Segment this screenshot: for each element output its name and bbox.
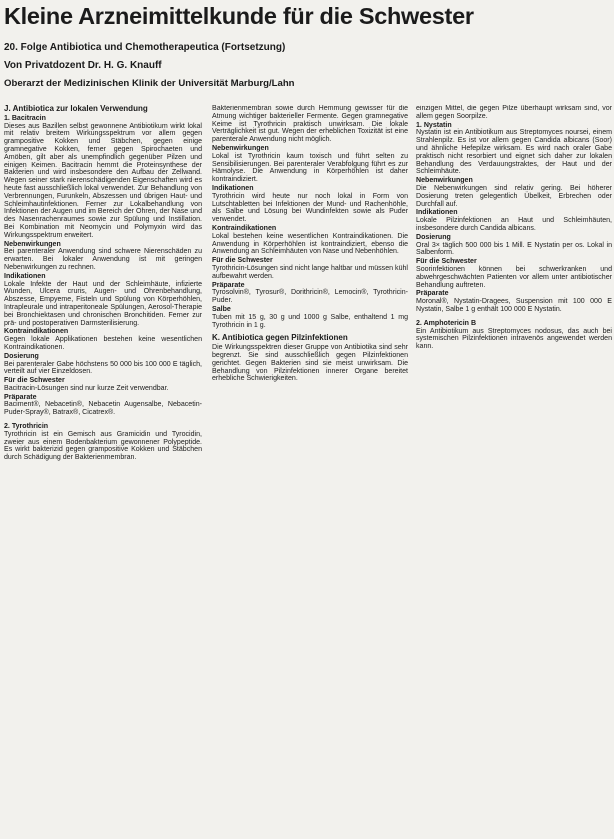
paragraph: Oral 3× täglich 500 000 bis 1 Mill. E Nystatin per os. Lokal in Salbenform. bbox=[416, 241, 612, 257]
paragraph: Ein Antibiotikum aus Streptomyces nodosus, das auch bei systemischen Pilzinfektionen intravenös angewendet werden kann. bbox=[416, 327, 612, 351]
paragraph: Bacitracin-Lösungen sind nur kurze Zeit verwendbar. bbox=[4, 384, 169, 392]
paragraph: Moronal®, Nystatin-Dragees, Suspension mit 100 000 E Nystatin, Salbe 1 g enthält 100 000 E Nystatin. bbox=[416, 298, 612, 313]
subsection-heading: Indikationen bbox=[4, 272, 46, 280]
paragraph: Dieses aus Bazillen selbst gewonnene Antibiotikum wirkt lokal mit relativ breitem Wirkungsspektrum vor allem gegen grampositive Kokken und Stäbchen, gegen einige gramnegative Kokken, ferner gegen Spirochaeten und Amöben, gilt aber als unempfindlich gegenüber Pilzen und einigen Keimen. Bacitracin hemmt die Proteinsynthese der Bakterien und wird insbesondere den Aufbau der Zellwand. Wegen seiner stark nierenschädigenden Eigenschaften wird es heute fast ausschließlich lokal verwendet. Zur Behandlung von Verbrennungen, Furunkeln, Abszessen und übrigen Haut- und Schleimhautinfektionen. Ferner zur Lokalbehandlung von Infektionen der Augen und im Bereich der Ohren, der Nase und des Nasenrachenraumes sowie zur Spülung und Instillation. Bei Kombination mit Neomycin und Polymyxin wird das Wirkungsspektrum erweitert. bbox=[4, 122, 202, 239]
paragraph: Tyrothricin-Lösungen sind nicht lange haltbar und müssen kühl aufbewahrt werden. bbox=[212, 264, 408, 280]
subsection-heading: Kontraindikationen bbox=[212, 224, 277, 232]
section-heading: J. Antibiotica zur lokalen Verwendung bbox=[4, 105, 148, 113]
subsection-heading: Präparate bbox=[4, 393, 37, 401]
paragraph: Nystatin ist ein Antibiotikum aus Streptomyces noursei, einem Strahlenpilz. Es ist vor allem gegen Candida albicans (Soor) und ähnliche Hefepilze wirksam. Es wird nach oraler Gabe praktisch nicht resorbiert und eignet sich daher zur lokalen Behandlung des Verdauungstraktes, der Haut und der Schleimhäute. bbox=[416, 129, 612, 176]
subsection-heading: Indikationen bbox=[416, 209, 458, 217]
paragraph: Bei parenteraler Anwendung sind schwere Nierenschäden zu erwarten. Bei lokaler Anwendung ist mit geringen Nebenwirkungen zu rechnen. bbox=[4, 248, 202, 271]
subsection-heading: Für die Schwester bbox=[4, 377, 65, 385]
article-title: Kleine Arzneimittelkunde für die Schwester bbox=[4, 3, 474, 29]
paragraph: Die Wirkungsspektren dieser Gruppe von Antibiotika sind sehr begrenzt. Sie sind ausschließlich gegen Pilzinfektionen gerichtet. Gegen Bakterien sind sie meist unwirksam. Die Behandlung von Pilzinfektionen innerer Organe bereitet erhebliche Schwierigkeiten. bbox=[212, 344, 408, 383]
subsection-heading: Für die Schwester bbox=[416, 258, 477, 266]
paragraph: Tuben mit 15 g, 30 g und 1000 g Salbe, enthaltend 1 mg Tyrothricin in 1 g. bbox=[212, 313, 408, 329]
subsection-heading: Dosierung bbox=[416, 233, 451, 241]
paragraph: Lokale Pilzinfektionen an Haut und Schleimhäuten, insbesondere durch Candida albicans. bbox=[416, 217, 612, 232]
article-author: Von Privatdozent Dr. H. G. Knauff bbox=[4, 60, 162, 71]
subsection-heading: Kontraindikationen bbox=[4, 328, 69, 336]
text-column-3 bbox=[416, 105, 612, 835]
author-affiliation: Oberarzt der Medizinischen Klinik der Universität Marburg/Lahn bbox=[4, 78, 295, 89]
paragraph: Lokal ist Tyrothricin kaum toxisch und führt selten zu Sensibilisierungen. Bei parenteraler Verabfolgung führt es zur Hämolyse. Die Anwendung in Körperhöhlen ist daher kontraindiziert. bbox=[212, 152, 408, 184]
subsection-heading: 1. Bacitracin bbox=[4, 114, 46, 122]
subsection-heading: Nebenwirkungen bbox=[4, 240, 61, 248]
subsection-heading: Präparate bbox=[416, 290, 449, 298]
subsection-heading: 2. Amphotericin B bbox=[416, 319, 477, 327]
paragraph: einzigen Mittel, die gegen Pilze überhaupt wirksam sind, vor allem gegen Soorpilze. bbox=[416, 105, 612, 120]
subsection-heading: Präparate bbox=[212, 281, 245, 289]
text-column-1 bbox=[4, 105, 202, 835]
subsection-heading: Für die Schwester bbox=[212, 257, 273, 265]
paragraph: Lokale Infekte der Haut und der Schleimhäute, infizierte Wunden, Ulcera cruris, Augen- und Ohrenbehandlung, Abszesse, Empyeme, Fisteln und Spülung von Körperhöhlen, Intrapleurale und intraperitoneale Spülungen, Aerosol-Therapie bei Bronchiektasen und chronischen Bronchitiden. Ferner zur prä- und postoperativen Darmsterilisierung. bbox=[4, 280, 202, 327]
paragraph: Die Nebenwirkungen sind relativ gering. Bei höherer Dosierung treten gelegentlich Übelkeit, Erbrechen oder Durchfall auf. bbox=[416, 184, 612, 208]
paragraph: Tyrosolvin®, Tyrosur®, Dorithricin®, Lemocin®, Tyrothricin-Puder. bbox=[212, 289, 408, 305]
subsection-heading: Dosierung bbox=[4, 352, 39, 360]
paragraph: Soorinfektionen können bei schwerkranken und abwehrgeschwächten Patienten vor allem unter antibiotischer Behandlung auftreten. bbox=[416, 265, 612, 289]
subsection-heading: 1. Nystatin bbox=[416, 121, 452, 129]
paragraph: Bakterienmembran sowie durch Hemmung gewisser für die Atmung wichtiger bakterieller Fermente. Gegen gramnegative Keime ist Tyrothricin praktisch unwirksam. Die lokale Verträglichkeit ist gut. Wegen der erheblichen Toxizität ist eine parenterale Anwendung nicht möglich. bbox=[212, 105, 408, 144]
paragraph: Tyrothricin wird heute nur noch lokal in Form von Lutschtabletten bei Infektionen der Mund- und Rachenhöhle, als Salbe und Lösung bei Wundinfekten sowie als Puder verwendet. bbox=[212, 192, 408, 224]
subsection-heading: Nebenwirkungen bbox=[416, 177, 473, 185]
subsection-heading: 2. Tyrothricin bbox=[4, 423, 49, 431]
paragraph: Baciment®, Nebacetin®, Nebacetin Augensalbe, Nebacetin-Puder-Spray®, Batrax®, Cicatrex®. bbox=[4, 401, 202, 417]
subsection-heading: Salbe bbox=[212, 305, 231, 313]
paragraph: Lokal bestehen keine wesentlichen Kontraindikationen. Die Anwendung in Körperhöhlen ist kontraindiziert, ebenso die Anwendung an Schleimhäuten von Nase und Nebenhöhlen. bbox=[212, 232, 408, 256]
article-subtitle: 20. Folge Antibiotica und Chemotherapeutica (Fortsetzung) bbox=[4, 42, 286, 53]
subsection-heading: Indikationen bbox=[212, 184, 254, 192]
text-column-2 bbox=[212, 105, 408, 835]
subsection-heading: Nebenwirkungen bbox=[212, 144, 269, 152]
section-heading: K. Antibiotica gegen Pilzinfektionen bbox=[212, 333, 348, 343]
paragraph: Gegen lokale Applikationen bestehen keine wesentlichen Kontraindikationen. bbox=[4, 336, 202, 351]
paragraph: Bei parenteraler Gabe höchstens 50 000 bis 100 000 E täglich, verteilt auf vier Einzeldosen. bbox=[4, 360, 202, 376]
paragraph: Tyrothricin ist ein Gemisch aus Gramicidin und Tyrocidin, zweier aus einem Bodenbakterium gewonnener Polypeptide. Es wirkt bakterizid gegen grampositive Kokken und Stäbchen durch Schädigung der Bakterienmembran. bbox=[4, 430, 202, 462]
